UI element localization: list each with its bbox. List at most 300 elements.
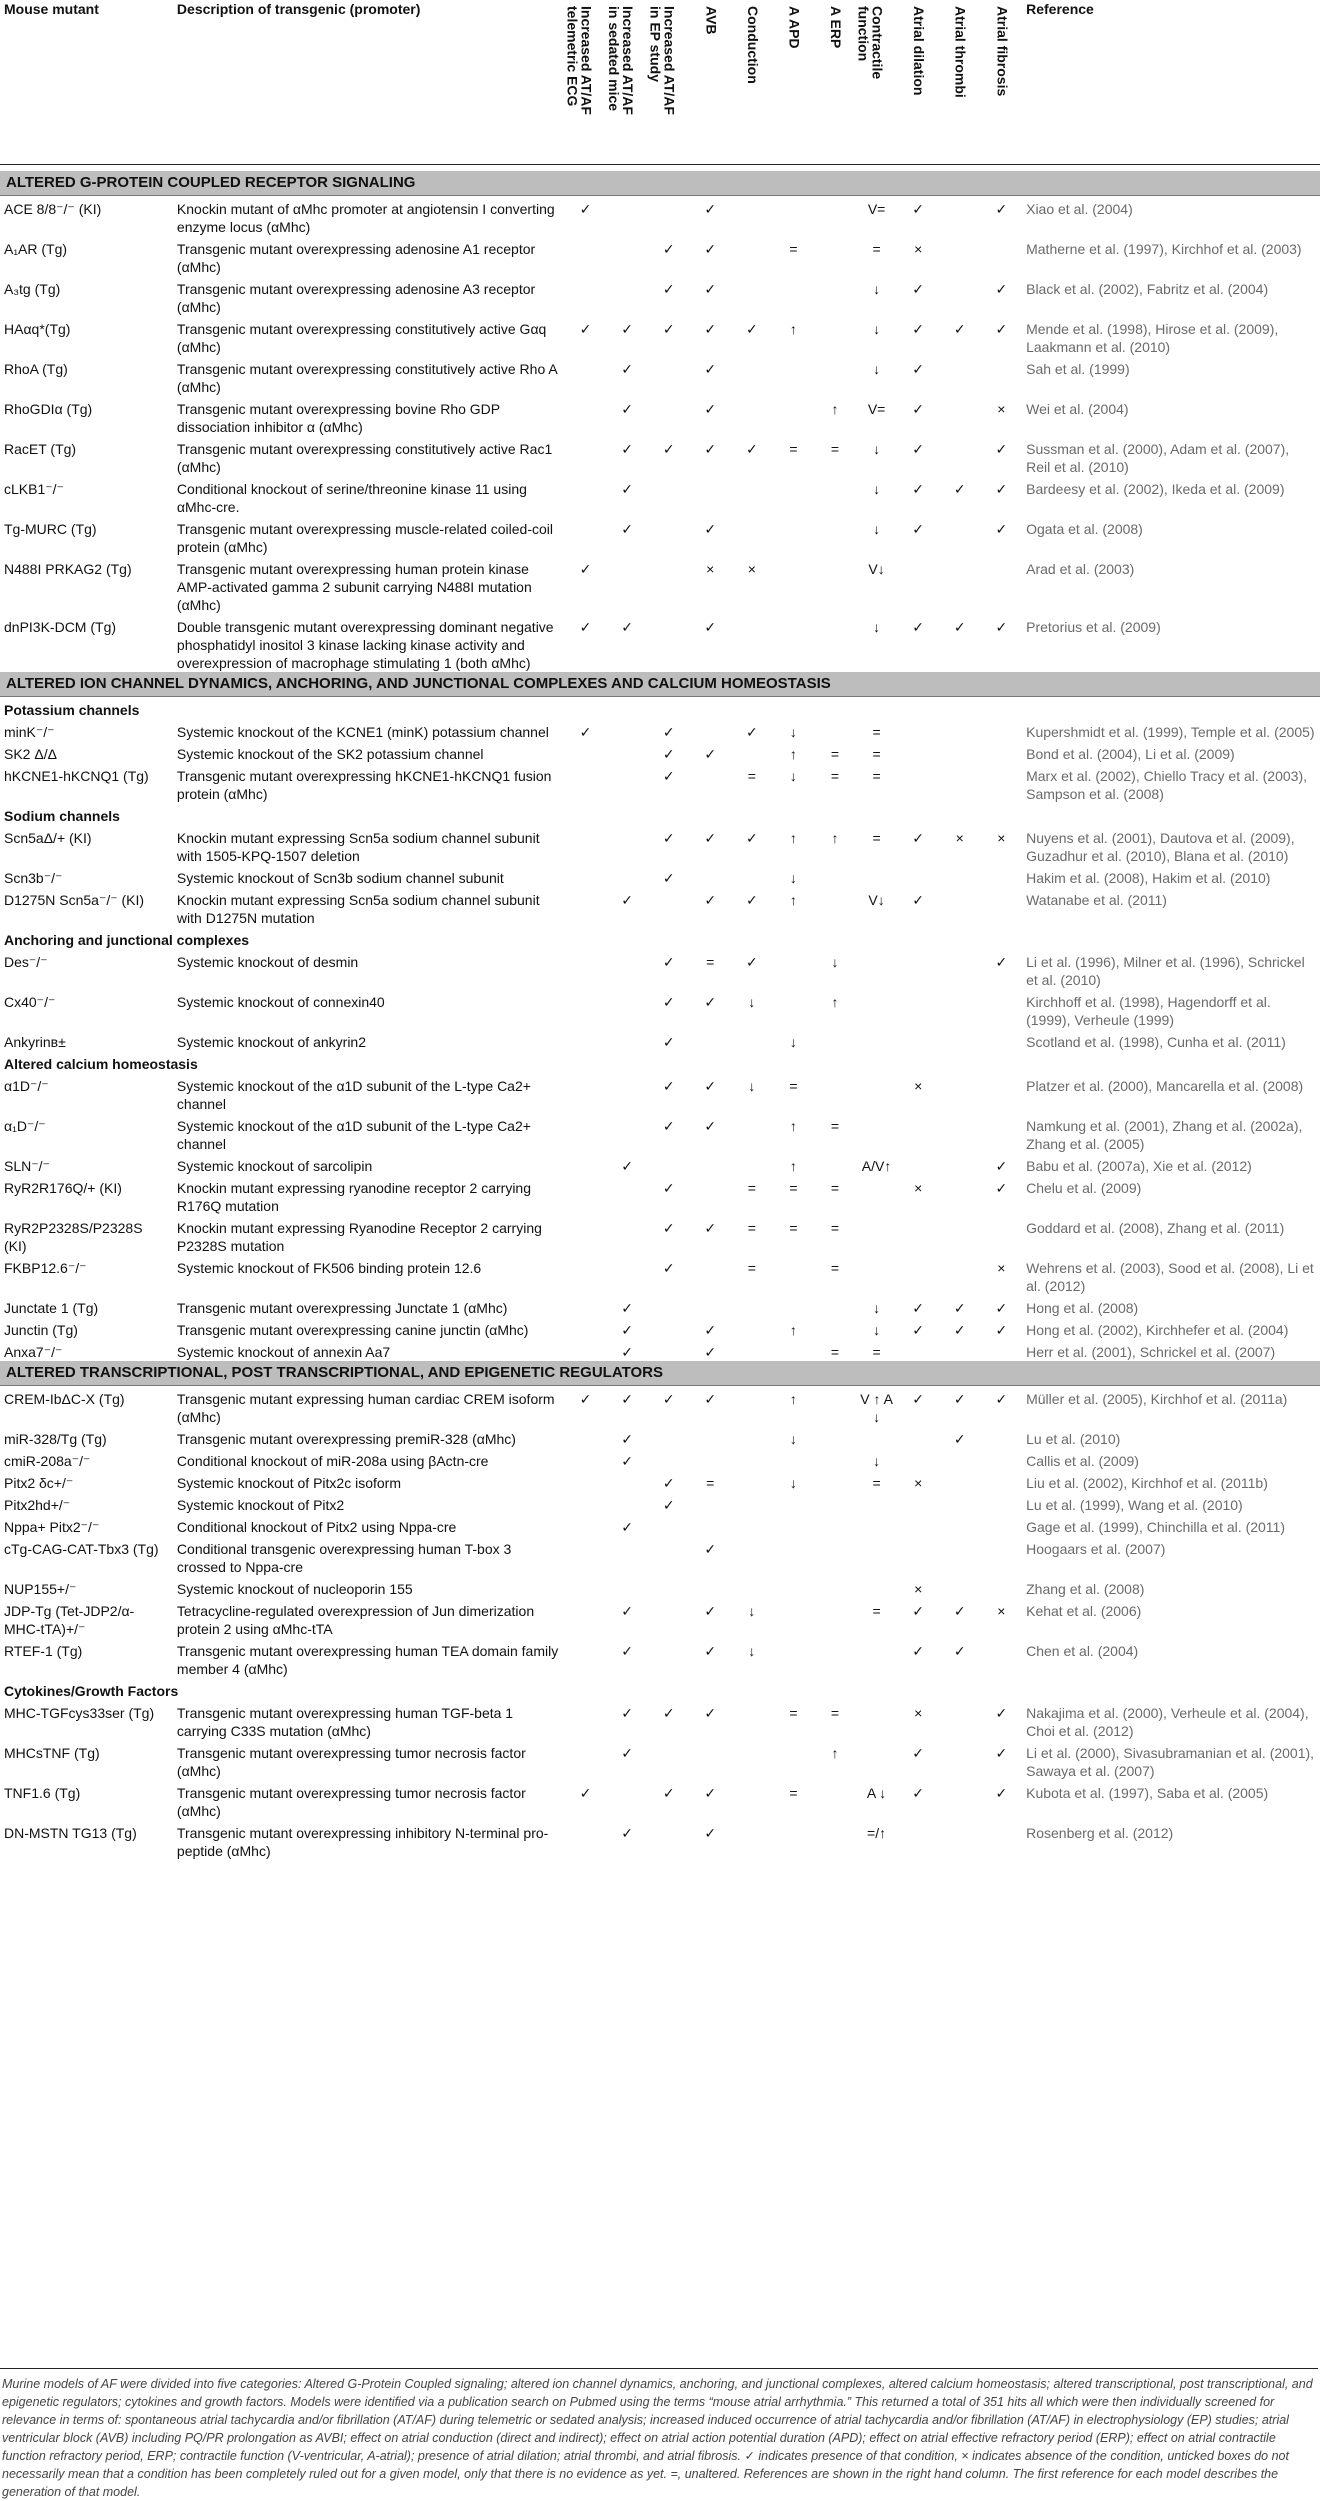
- marker-cell: [773, 1255, 815, 1295]
- reference-cell: Matherne et al. (1997), Kirchhof et al. (2003): [1026, 241, 1302, 257]
- table-row: [0, 1470, 1320, 1492]
- marker-cell: ✓: [995, 1785, 1008, 1801]
- marker-cell: ↓: [748, 1603, 756, 1619]
- marker-cell: [731, 396, 773, 436]
- marker-cell: =: [872, 1344, 881, 1360]
- marker-cell: [689, 1255, 731, 1295]
- marker-cell: [731, 356, 773, 396]
- marker-cell: [689, 1448, 731, 1470]
- marker-cell: [648, 1576, 690, 1598]
- marker-cell: [606, 1492, 648, 1514]
- table-row: [0, 196, 1320, 237]
- table-row: [0, 276, 1320, 316]
- marker-cell: ✓: [704, 401, 717, 417]
- marker-cell: [814, 887, 856, 927]
- marker-cell: [606, 1780, 648, 1820]
- marker-cell: [814, 1638, 856, 1678]
- table-row: [0, 763, 1320, 803]
- marker-cell: ✓: [621, 1825, 633, 1841]
- marker-cell: [981, 989, 1023, 1029]
- marker-cell: [565, 1700, 607, 1740]
- reference-cell: Ogata et al. (2008): [1026, 521, 1143, 537]
- marker-cell: ✓: [662, 1391, 675, 1407]
- marker-cell: ✓: [662, 321, 675, 337]
- section-header-title: ALTERED G-PROTEIN COUPLED RECEPTOR SIGNALING: [0, 171, 1320, 196]
- header-column-label: Atrial thrombi: [952, 6, 969, 98]
- marker-cell: ✓: [995, 1745, 1008, 1761]
- marker-cell: [939, 1514, 981, 1536]
- marker-cell: [897, 1029, 939, 1051]
- mutant-cell: Des⁻/⁻: [4, 954, 48, 970]
- mutant-cell: RyR2R176Q/+ (KI): [4, 1180, 122, 1196]
- marker-cell: [814, 1536, 856, 1576]
- mutant-cell: cLKB1⁻/⁻: [4, 481, 64, 497]
- table-row: [0, 1514, 1320, 1536]
- marker-cell: =: [830, 1180, 840, 1196]
- marker-cell: [606, 556, 648, 614]
- marker-cell: ↓: [789, 1475, 797, 1491]
- marker-cell: ✓: [662, 241, 675, 257]
- marker-cell: ✓: [621, 1643, 633, 1659]
- marker-cell: [856, 1073, 898, 1113]
- description-cell: Systemic knockout of the KCNE1 (minK) potassium channel: [176, 724, 549, 740]
- marker-cell: [689, 719, 731, 741]
- marker-cell: =: [830, 441, 840, 457]
- marker-cell: [565, 1492, 607, 1514]
- description-cell: Systemic knockout of nucleoporin 155: [176, 1581, 413, 1597]
- mutant-cell: RacET (Tg): [4, 441, 77, 457]
- marker-cell: [814, 865, 856, 887]
- table-row: [0, 1317, 1320, 1339]
- marker-cell: ↓: [789, 870, 797, 886]
- table-row: [0, 949, 1320, 989]
- marker-cell: V↓: [868, 892, 885, 908]
- marker-cell: [939, 196, 981, 237]
- marker-cell: =: [872, 241, 881, 257]
- reference-cell: Li et al. (1996), Milner et al. (1996), Schrickel et al. (2010): [1026, 954, 1305, 988]
- header-column-label: Conduction: [744, 6, 761, 84]
- section-header-title: ALTERED TRANSCRIPTIONAL, POST TRANSCRIPTIONAL, AND EPIGENETIC REGULATORS: [0, 1361, 1320, 1386]
- marker-cell: [773, 476, 815, 516]
- marker-cell: [897, 989, 939, 1029]
- marker-cell: [565, 825, 607, 865]
- header-column-label: AVB: [703, 6, 720, 35]
- marker-cell: ✓: [953, 1322, 966, 1338]
- marker-cell: [939, 887, 981, 927]
- marker-cell: ✓: [704, 1643, 717, 1659]
- marker-cell: [731, 1780, 773, 1820]
- marker-cell: ✓: [912, 619, 925, 635]
- header-column: [648, 0, 690, 165]
- marker-cell: [814, 236, 856, 276]
- subsection-header-title: Cytokines/Growth Factors: [4, 1683, 179, 1699]
- marker-cell: =: [789, 241, 798, 257]
- table-row: [0, 719, 1320, 741]
- marker-cell: =: [747, 1220, 756, 1236]
- marker-cell: [981, 1339, 1023, 1361]
- marker-cell: [856, 1514, 898, 1536]
- marker-cell: A ↓: [866, 1785, 887, 1801]
- marker-cell: [731, 236, 773, 276]
- marker-cell: ✓: [953, 619, 966, 635]
- marker-cell: [939, 989, 981, 1029]
- marker-cell: ✓: [662, 1260, 675, 1276]
- marker-cell: [939, 719, 981, 741]
- marker-cell: [689, 1492, 731, 1514]
- marker-cell: =: [747, 768, 756, 784]
- marker-cell: ✓: [912, 401, 925, 417]
- description-cell: Transgenic mutant overexpressing hKCNE1-hKCNQ1 fusion protein (αMhc): [176, 768, 552, 802]
- mutant-cell: ACE 8/8⁻/⁻ (KI): [4, 201, 102, 217]
- marker-cell: ✓: [995, 1705, 1008, 1721]
- marker-cell: ×: [914, 1475, 923, 1491]
- marker-cell: [565, 1820, 607, 1860]
- mutant-cell: Scn5aΔ/+ (KI): [4, 830, 92, 846]
- header-column-label: Atrial dilation: [911, 6, 928, 96]
- marker-cell: V=: [867, 401, 886, 417]
- marker-cell: [939, 1536, 981, 1576]
- mutant-cell: RTEF-1 (Tg): [4, 1643, 83, 1659]
- reference-cell: Babu et al. (2007a), Xie et al. (2012): [1026, 1158, 1252, 1174]
- marker-cell: ✓: [995, 1158, 1008, 1174]
- marker-cell: [565, 436, 607, 476]
- description-cell: Systemic knockout of connexin40: [176, 994, 385, 1010]
- marker-cell: ✓: [704, 321, 717, 337]
- description-cell: Systemic knockout of desmin: [176, 954, 359, 970]
- marker-cell: ✓: [662, 724, 675, 740]
- marker-cell: [565, 1317, 607, 1339]
- marker-cell: [731, 1536, 773, 1576]
- reference-cell: Mende et al. (1998), Hirose et al. (2009), Laakmann et al. (2010): [1026, 321, 1279, 355]
- reference-cell: Platzer et al. (2000), Mancarella et al. (2008): [1026, 1078, 1304, 1094]
- reference-cell: Liu et al. (2002), Kirchhof et al. (2011b): [1026, 1475, 1268, 1491]
- marker-cell: ↑: [789, 1391, 797, 1407]
- marker-cell: ↓: [873, 321, 881, 337]
- mutant-cell: D1275N Scn5a⁻/⁻ (KI): [4, 892, 145, 908]
- marker-cell: [565, 1153, 607, 1175]
- marker-cell: ✓: [995, 201, 1008, 217]
- marker-cell: [939, 1073, 981, 1113]
- marker-cell: [565, 1215, 607, 1255]
- subsection-header-title: Altered calcium homeostasis: [4, 1056, 198, 1072]
- marker-cell: [981, 1576, 1023, 1598]
- reference-cell: Scotland et al. (1998), Cunha et al. (2011): [1026, 1034, 1286, 1050]
- marker-cell: [939, 1153, 981, 1175]
- marker-cell: [689, 1175, 731, 1215]
- marker-cell: [814, 1514, 856, 1536]
- mutant-cell: SLN⁻/⁻: [4, 1158, 50, 1174]
- marker-cell: [897, 865, 939, 887]
- marker-cell: [606, 196, 648, 237]
- marker-cell: ✓: [621, 1158, 633, 1174]
- marker-cell: [814, 1598, 856, 1638]
- table-row: [0, 516, 1320, 556]
- reference-cell: Arad et al. (2003): [1026, 561, 1135, 577]
- table-footnote: Murine models of AF were divided into five categories: Altered G-Protein Coupled signaling; altered ion channel dynamics, anchoring, and junctional complexes, altered calcium homeostasis; altered transcriptional, post transcriptional, and epigenetic regulators; cytokines and growth factors. Models were identified via a publication search on Pubmed using the terms “mouse atrial arrhythmia.” This returned a total of 351 hits all which were then individually screened for relevance in terms of: spontaneous atrial tachycardia and/or fibrillation (AT/AF) during telemetric or sedated analysis; increased induced occurrence of atrial tachycardia and/or fibrillation (AT/AF) in electrophysiology (EP) studies; atrial ventricular block (AVB) including PQ/PR prolongation as AVBI; effect on atrial conduction (direct and indirect); effect on atrial action potential duration (APD); effect on atrial effective refractory period (ERP); effect on atrial contractile function refractory period, ERP; contractile function (V-ventricular, A-atrial); presence of atrial dilation; atrial thrombi, and atrial fibrosis. ✓ indicates presence of that condition, × indicates absence of the condition, unticked boxes do not necessarily mean that a condition has been completely ruled out for a given model, only that there is no evidence as yet. =, unaltered. References are shown in the right hand column. The first reference for each model describes the generation of that model.: [0, 2368, 1318, 2501]
- marker-cell: [648, 1638, 690, 1678]
- table-row: [0, 1492, 1320, 1514]
- header-column-label: A APD: [786, 6, 803, 49]
- mutant-cell: N488I PRKAG2 (Tg): [4, 561, 132, 577]
- marker-cell: ✓: [995, 1391, 1008, 1407]
- description-cell: Systemic knockout of FK506 binding protein 12.6: [176, 1260, 482, 1276]
- marker-cell: ↑: [789, 892, 797, 908]
- marker-cell: [731, 1386, 773, 1427]
- marker-cell: ✓: [745, 441, 758, 457]
- marker-cell: ✓: [912, 441, 925, 457]
- marker-cell: =: [789, 1220, 798, 1236]
- mutant-cell: minK⁻/⁻: [4, 724, 55, 740]
- table-row: [0, 1386, 1320, 1427]
- marker-cell: [731, 1740, 773, 1780]
- marker-cell: ✓: [953, 1300, 966, 1316]
- marker-cell: [897, 1113, 939, 1153]
- reference-cell: Hong et al. (2002), Kirchhefer et al. (2004): [1026, 1322, 1289, 1338]
- marker-cell: [814, 1317, 856, 1339]
- table-row: [0, 1700, 1320, 1740]
- reference-cell: Gage et al. (1999), Chinchilla et al. (2011): [1026, 1519, 1285, 1535]
- marker-cell: [939, 865, 981, 887]
- header-reference: Reference: [1026, 1, 1094, 17]
- marker-cell: ✓: [579, 321, 592, 337]
- description-cell: Transgenic mutant overexpressing human TGF-beta 1 carrying C33S mutation (αMhc): [176, 1705, 514, 1739]
- table-row: [0, 825, 1320, 865]
- table-row: [0, 1536, 1320, 1576]
- marker-cell: [648, 556, 690, 614]
- mutant-cell: α₁D⁻/⁻: [4, 1118, 46, 1134]
- marker-cell: [897, 1492, 939, 1514]
- marker-cell: ✓: [912, 1322, 925, 1338]
- reference-cell: Lu et al. (1999), Wang et al. (2010): [1026, 1497, 1243, 1513]
- marker-cell: [731, 1295, 773, 1317]
- marker-cell: ×: [914, 241, 923, 257]
- marker-cell: [814, 1820, 856, 1860]
- table-row: [0, 1339, 1320, 1361]
- marker-cell: ✓: [662, 768, 675, 784]
- marker-cell: [897, 1215, 939, 1255]
- marker-cell: [981, 1514, 1023, 1536]
- marker-cell: [897, 1153, 939, 1175]
- marker-cell: ↓: [873, 521, 881, 537]
- marker-cell: [648, 1740, 690, 1780]
- marker-cell: [648, 1536, 690, 1576]
- description-cell: Transgenic mutant overexpressing constitutively active Rac1 (αMhc): [176, 441, 553, 475]
- marker-cell: [648, 196, 690, 237]
- table-row: [0, 1576, 1320, 1598]
- table-row: [0, 887, 1320, 927]
- mutant-cell: Junctate 1 (Tg): [4, 1300, 99, 1316]
- marker-cell: ↓: [789, 768, 797, 784]
- marker-cell: [773, 989, 815, 1029]
- marker-cell: [981, 1820, 1023, 1860]
- reference-cell: Goddard et al. (2008), Zhang et al. (2011): [1026, 1220, 1285, 1236]
- description-cell: Transgenic mutant overexpressing constitutively active Rho A (αMhc): [176, 361, 557, 395]
- marker-cell: [939, 1113, 981, 1153]
- marker-cell: [897, 1426, 939, 1448]
- marker-cell: [565, 887, 607, 927]
- marker-cell: ✓: [704, 1603, 717, 1619]
- marker-cell: [981, 1492, 1023, 1514]
- marker-cell: [731, 1470, 773, 1492]
- marker-cell: ✓: [662, 441, 675, 457]
- marker-cell: ✓: [704, 746, 717, 762]
- marker-cell: ✓: [662, 1497, 675, 1513]
- marker-cell: ×: [706, 561, 715, 577]
- marker-cell: [606, 989, 648, 1029]
- marker-cell: ✓: [704, 1705, 717, 1721]
- marker-cell: ✓: [995, 481, 1008, 497]
- description-cell: Transgenic mutant overexpressing human protein kinase AMP-activated gamma 2 subunit carrying N488I mutation (αMhc): [176, 561, 532, 613]
- marker-cell: ✓: [704, 1322, 717, 1338]
- marker-cell: [856, 1113, 898, 1153]
- marker-cell: [689, 763, 731, 803]
- marker-cell: [648, 516, 690, 556]
- marker-cell: ✓: [704, 1541, 717, 1557]
- header-column: [856, 0, 898, 165]
- marker-cell: ✓: [579, 561, 592, 577]
- reference-cell: Hakim et al. (2008), Hakim et al. (2010): [1026, 870, 1271, 886]
- marker-cell: ✓: [621, 1344, 633, 1360]
- marker-cell: [565, 276, 607, 316]
- marker-cell: ✓: [704, 830, 717, 846]
- marker-cell: [648, 396, 690, 436]
- marker-cell: [648, 614, 690, 672]
- marker-cell: [939, 556, 981, 614]
- description-cell: Conditional transgenic overexpressing human T-box 3 crossed to Nppa-cre: [176, 1541, 512, 1575]
- marker-cell: [897, 1255, 939, 1295]
- marker-cell: ✓: [579, 201, 592, 217]
- marker-cell: ✓: [621, 1453, 633, 1469]
- marker-cell: ✓: [912, 1391, 925, 1407]
- marker-cell: [939, 741, 981, 763]
- marker-cell: ✓: [912, 1785, 925, 1801]
- reference-cell: Sussman et al. (2000), Adam et al. (2007), Reil et al. (2010): [1026, 441, 1290, 475]
- mutant-cell: CREM-IbΔC-X (Tg): [4, 1391, 125, 1407]
- header-column: [731, 0, 773, 165]
- description-cell: Transgenic mutant overexpressing inhibitory N-terminal pro-peptide (αMhc): [176, 1825, 549, 1859]
- mutant-cell: MHC-TGFcys33ser (Tg): [4, 1705, 155, 1721]
- marker-cell: =: [789, 1078, 798, 1094]
- description-cell: Conditional knockout of Pitx2 using Nppa-cre: [176, 1519, 457, 1535]
- marker-cell: =: [872, 1603, 881, 1619]
- marker-cell: ✓: [704, 619, 717, 635]
- marker-cell: [939, 1492, 981, 1514]
- marker-cell: [897, 1536, 939, 1576]
- marker-cell: ✓: [621, 619, 633, 635]
- marker-cell: ✓: [995, 281, 1008, 297]
- reference-cell: Kirchhoff et al. (1998), Hagendorff et al. (1999), Verheule (1999): [1026, 994, 1271, 1028]
- marker-cell: ✓: [912, 521, 925, 537]
- table-row: [0, 436, 1320, 476]
- marker-cell: ✓: [953, 321, 966, 337]
- marker-cell: [773, 1740, 815, 1780]
- mutant-cell: Pitx2 δc+/⁻: [4, 1475, 74, 1491]
- marker-cell: [689, 1153, 731, 1175]
- mutant-cell: Nppa+ Pitx2⁻/⁻: [4, 1519, 100, 1535]
- marker-cell: [648, 1598, 690, 1638]
- section-header: [0, 1361, 1320, 1386]
- marker-cell: ✓: [953, 1431, 966, 1447]
- marker-cell: [814, 1426, 856, 1448]
- marker-cell: [856, 1255, 898, 1295]
- marker-cell: [773, 396, 815, 436]
- marker-cell: [856, 1700, 898, 1740]
- marker-cell: ✓: [995, 1322, 1008, 1338]
- reference-cell: Pretorius et al. (2009): [1026, 619, 1161, 635]
- reference-cell: Hoogaars et al. (2007): [1026, 1541, 1166, 1557]
- marker-cell: =: [789, 441, 798, 457]
- header-column: [689, 0, 731, 165]
- marker-cell: [606, 865, 648, 887]
- marker-cell: [814, 1295, 856, 1317]
- description-cell: Systemic knockout of Pitx2: [176, 1497, 345, 1513]
- marker-cell: [814, 476, 856, 516]
- marker-cell: [565, 236, 607, 276]
- reference-cell: Nakajima et al. (2000), Verheule et al. (2004), Choi et al. (2012): [1026, 1705, 1309, 1739]
- subsection-header: [0, 803, 1320, 825]
- table-row: [0, 396, 1320, 436]
- marker-cell: [773, 1448, 815, 1470]
- marker-cell: ↓: [873, 1322, 881, 1338]
- marker-cell: ✓: [704, 201, 717, 217]
- marker-cell: ✓: [621, 1391, 633, 1407]
- marker-cell: =: [872, 724, 881, 740]
- marker-cell: =: [789, 1785, 798, 1801]
- marker-cell: [731, 1492, 773, 1514]
- description-cell: Transgenic mutant expressing human cardiac CREM isoform (αMhc): [176, 1391, 555, 1425]
- marker-cell: [731, 1153, 773, 1175]
- marker-cell: [648, 1339, 690, 1361]
- marker-cell: [814, 1029, 856, 1051]
- marker-cell: =: [830, 1260, 840, 1276]
- marker-cell: [939, 1576, 981, 1598]
- section-header-title: ALTERED ION CHANNEL DYNAMICS, ANCHORING, AND JUNCTIONAL COMPLEXES AND CALCIUM HOMEOSTASIS: [0, 672, 1320, 697]
- marker-cell: [565, 1029, 607, 1051]
- marker-cell: ✓: [704, 1220, 717, 1236]
- marker-cell: [731, 1317, 773, 1339]
- table-row: [0, 476, 1320, 516]
- subsection-header: [0, 1678, 1320, 1700]
- marker-cell: ✓: [579, 1785, 592, 1801]
- marker-cell: [897, 1514, 939, 1536]
- mutant-cell: RhoA (Tg): [4, 361, 68, 377]
- header-column: [773, 0, 815, 165]
- marker-cell: =: [872, 768, 881, 784]
- marker-cell: [648, 1514, 690, 1536]
- reference-cell: Bond et al. (2004), Li et al. (2009): [1026, 746, 1235, 762]
- marker-cell: [565, 396, 607, 436]
- table-row: [0, 1215, 1320, 1255]
- marker-cell: ✓: [995, 1180, 1008, 1196]
- marker-cell: ✓: [704, 1078, 717, 1094]
- marker-cell: ×: [914, 1705, 923, 1721]
- marker-cell: [648, 356, 690, 396]
- mutant-cell: A₃tg (Tg): [4, 281, 61, 297]
- table-row: [0, 316, 1320, 356]
- mutant-cell: Tg-MURC (Tg): [4, 521, 97, 537]
- marker-cell: [731, 276, 773, 316]
- marker-cell: [939, 1215, 981, 1255]
- marker-cell: =: [747, 1180, 756, 1196]
- marker-cell: ✓: [621, 441, 633, 457]
- marker-cell: [856, 1029, 898, 1051]
- marker-cell: [939, 1175, 981, 1215]
- description-cell: Transgenic mutant overexpressing bovine Rho GDP dissociation inhibitor α (αMhc): [176, 401, 500, 435]
- description-cell: Knockin mutant expressing Scn5a sodium channel subunit with D1275N mutation: [176, 892, 540, 926]
- marker-cell: [814, 1576, 856, 1598]
- marker-cell: =: [789, 1180, 798, 1196]
- marker-cell: ✓: [704, 241, 717, 257]
